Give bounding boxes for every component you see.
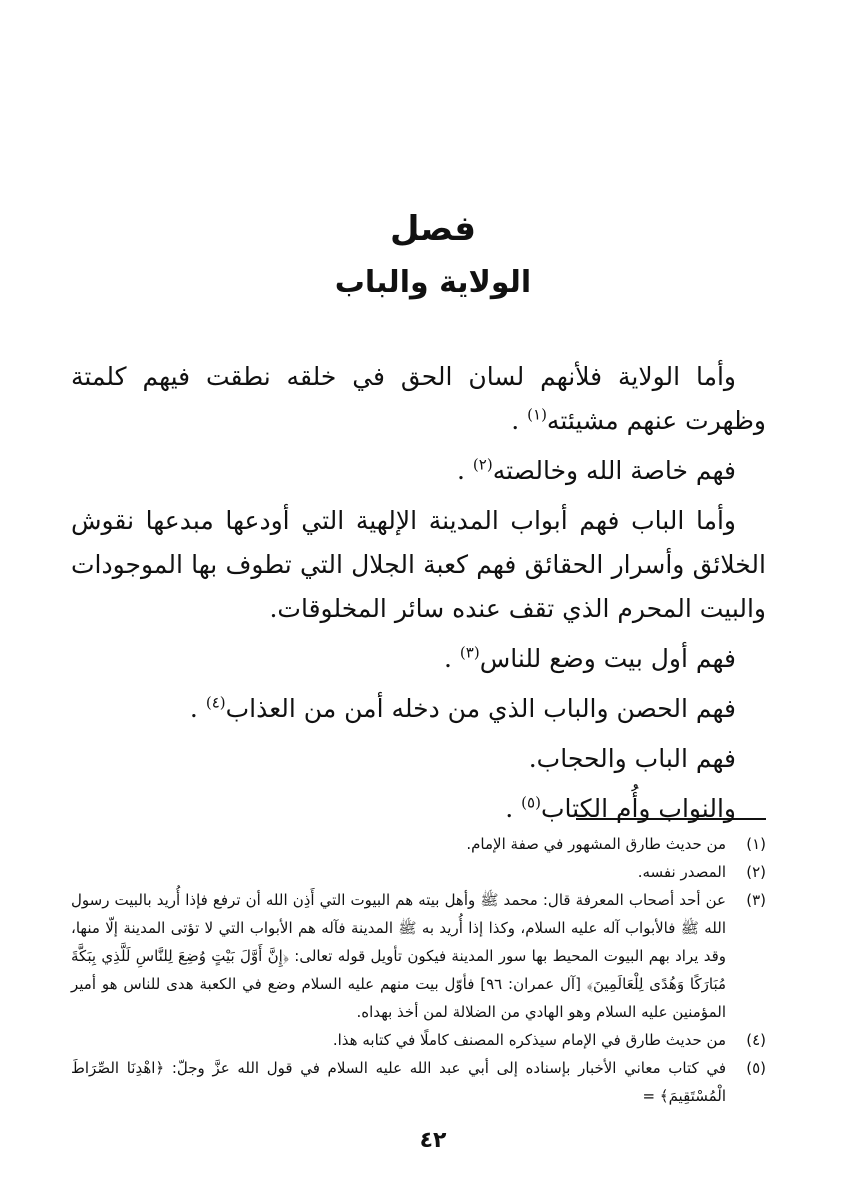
paragraph-end: .	[457, 456, 473, 485]
footnotes	[71, 830, 766, 1110]
footnote	[71, 830, 766, 858]
footnote	[71, 858, 766, 886]
footnote-ref: (٣)	[459, 643, 480, 662]
paragraph	[71, 687, 766, 731]
footnote	[71, 1026, 766, 1054]
paragraph-text: وأما الولاية فلأنهم لسان الحق في خلقه نطقت فيهم كلمتة وظهرت عنهم مشيئته	[71, 362, 766, 435]
section-heading: فصل	[389, 209, 477, 249]
page-number: ٤٢	[419, 1128, 447, 1153]
paragraph-text: فهم خاصة الله وخالصته	[492, 456, 736, 485]
paragraph-end: .	[444, 644, 460, 673]
paragraph	[71, 499, 766, 631]
paragraph-text: فهم الحصن والباب الذي من دخله أمن من العذاب	[225, 694, 736, 723]
paragraph-text: فهم الباب والحجاب.	[528, 744, 736, 773]
footnote-ref: (٥)	[521, 793, 541, 812]
footnote-number: (٢)	[746, 863, 766, 881]
main-text	[71, 355, 766, 837]
footnote	[71, 1054, 766, 1110]
paragraph-text: والنواب وأُم الكتاب	[540, 794, 736, 823]
paragraph-text: وأما الباب فهم أبواب المدينة الإلهية التي أودعها مبدعها نقوش الخلائق وأسرار الحقائق فهم كعبة الجلال التي تطوف بها الموجودات والبيت المحرم الذي تقف عنده سائر المخلوقات.	[71, 506, 766, 623]
footnote-number: (٥)	[746, 1059, 766, 1077]
paragraph	[71, 449, 766, 493]
paragraph	[71, 355, 766, 443]
footnote-ref: (٢)	[472, 455, 493, 474]
footnote-number: (٤)	[746, 1031, 766, 1049]
footnote-number: (١)	[746, 835, 766, 853]
footnote-ref: (١)	[527, 405, 547, 424]
footnote-ref: (٤)	[205, 693, 226, 712]
footnote-separator	[576, 818, 766, 820]
chapter-title: الولاية والباب	[334, 265, 532, 300]
paragraph	[71, 637, 766, 681]
footnote-text: من حديث طارق في الإمام سيذكره المصنف كاملًا في كتابه هذا.	[332, 1031, 726, 1049]
paragraph	[71, 787, 766, 831]
footnote-text: في كتاب معاني الأخبار بإسناده إلى أبي عبد الله عليه السلام في قول الله عزَّ وجلّ: ﴿اهْدِنَا الصِّرَاطَ الْمُسْتَقِيمَ﴾ =	[71, 1059, 726, 1105]
paragraph	[71, 737, 766, 781]
paragraph-text: فهم أول بيت وضع للناس	[479, 644, 736, 673]
paragraph-end: .	[505, 794, 522, 823]
paragraph-end: .	[189, 694, 206, 723]
footnote-text: المصدر نفسه.	[637, 863, 726, 881]
footnote-text: من حديث طارق المشهور في صفة الإمام.	[466, 835, 726, 853]
footnote-number: (٣)	[746, 891, 766, 909]
paragraph-end: .	[511, 406, 528, 435]
footnote-text: عن أحد أصحاب المعرفة قال: محمد ﷺ وأهل بيته هم البيوت التي أَذِن الله أن ترفع فإذا أُريد بالبيت رسول الله ﷺ فالأبواب آله عليه السلام، وكذا إذا أُريد به ﷺ المدينة فآله هم الأبواب التي لا تؤتى المدينة إلّا منها، وقد يراد بهم البيوت المحيط بها سور المدينة فيكون تأويل قوله تعالى: ﴿إِنَّ أَوَّلَ بَيْتٍ وُضِعَ لِلنَّاسِ لَلَّذِي بِبَكَّةَ مُبَارَكًا وَهُدًى لِلْعَالَمِينَ﴾ [آل عمران: ٩٦] فأوّل بيت منهم عليه السلام وضع في الكعبة هدى للناس هو أمير المؤمنين عليه السلام وهو الهادي من الضلالة لمن أخذ بهداه.	[71, 891, 726, 1021]
footnote	[71, 886, 766, 1026]
